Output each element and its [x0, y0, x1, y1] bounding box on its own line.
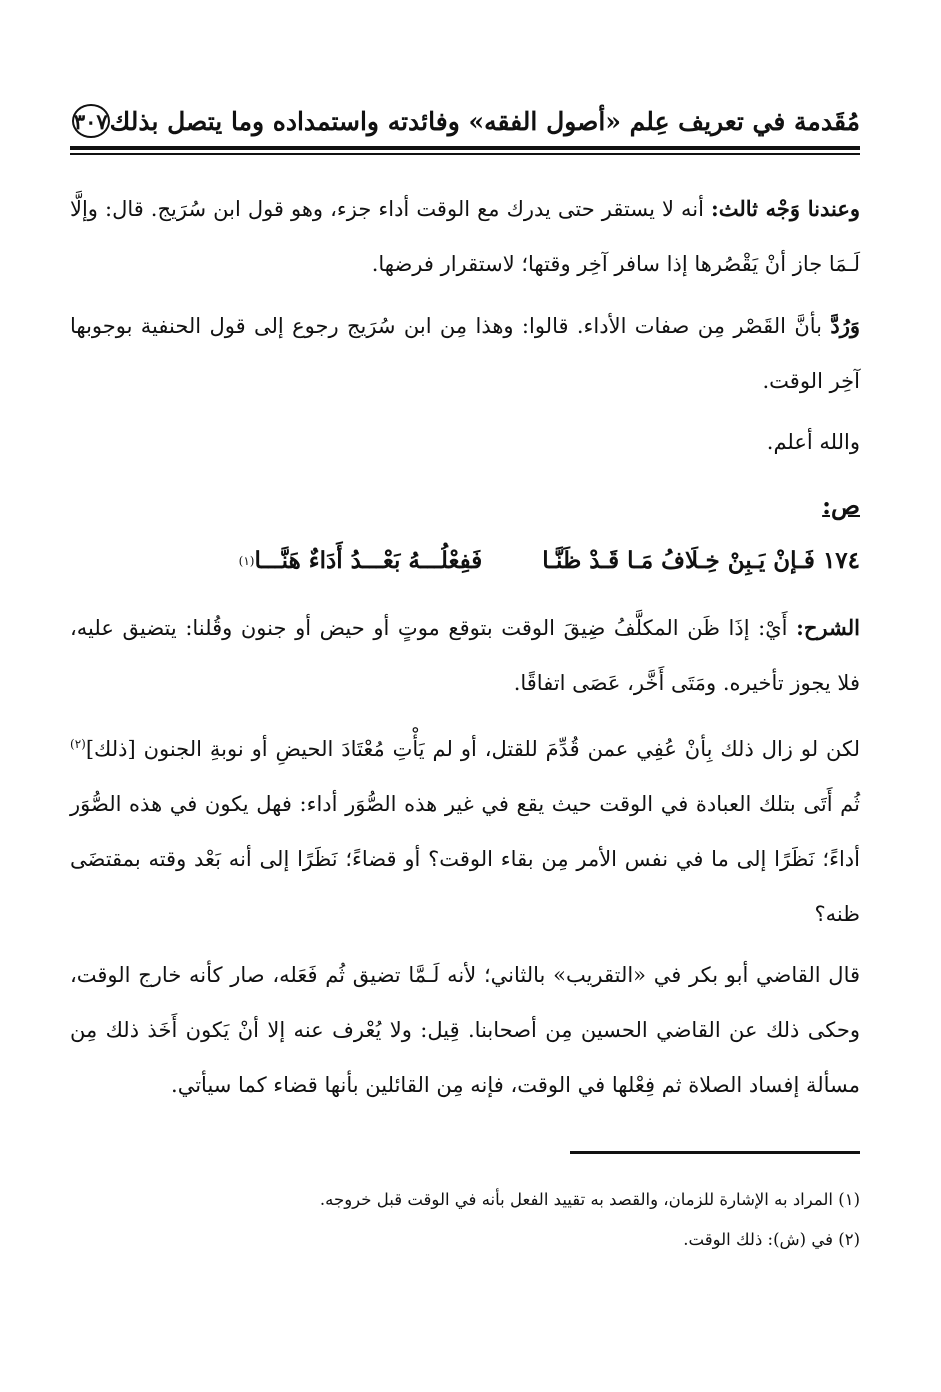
verse-line [70, 534, 860, 588]
paragraph-text: قال القاضي أبو بكر في «التقريب» بالثاني؛ لأنه لَـمَّا تضيق ثُم فَعَله، صار كأنه خارج الوقت، وحكى ذلك عن القاضي الحسين مِن أصحابنا. قِيل: ولا يُعْرف عنه إلا أنْ يَكون أَخَذ ذلك مِن مسألة إفساد الصلاة ثم فِعْلها في الوقت، فإنه مِن القائلين بأنها قضاء كما سيأتي. [70, 962, 860, 1097]
verse-number: ١٧٤ [822, 547, 860, 574]
paragraph-rebuttal [70, 298, 860, 409]
page-body [70, 181, 860, 1260]
paragraph-sharh [70, 600, 860, 711]
paragraph-text: لكن لو زال ذلك بِأنْ عُفِي عمن قُدِّمَ للقتل، أو لم يَأْتِ مُعْتَادَ الحيضِ أو نوبةِ الجنون [ذلك] [85, 736, 860, 761]
paragraph-lead: وَرُدَّ [830, 312, 860, 338]
page-header [70, 98, 860, 144]
footnote-reference: (٢) [70, 736, 86, 751]
footnote-1: (١) المراد به الإشارة للزمان، والقصد به تقييد الفعل بأنه في الوقت قبل خروجه. [319, 1189, 860, 1209]
paragraph-text: أنه لا يستقر حتى يدرك مع الوقت أداء جزء، وهو قول ابن سُرَيج. قال: وإلَّا لَـمَا جاز أنْ يَقْصُرها إذا سافر آخِر وقتها؛ لاستقرار فرضها. [70, 196, 860, 276]
paragraph-qadi-abu-bakr [70, 948, 860, 1113]
page-number-badge: ٣٠٧ [72, 104, 110, 138]
footnote-2: (٢) في (ش): ذلك الوقت. [683, 1229, 860, 1249]
paragraph-text: بأنَّ القَصْر مِن صفات الأداء. قالوا: وهذا مِن ابن سُرَيج رجوع إلى قول الحنفية بوجوبها آخِر الوقت. [70, 313, 860, 393]
paragraph-third-view [70, 181, 860, 292]
paragraph-text: أَيْ: إذَا ظَن المكلَّفُ ضِيقَ الوقت بتوقع موتٍ أو حيض أو جنون وقُلنا: يتضيق عليه، فلا يجوز تأخيره. ومَتَى أَخَّر، عَصَى اتفاقًا. [70, 615, 860, 695]
footnotes [70, 1180, 860, 1260]
footnote-reference: (١) [238, 553, 255, 568]
header-rule-thick [70, 146, 860, 150]
verse-second-hemistich: فَفِعْلُـــهُ بَعْـــدُ أَدَاءٌ هَنَّـــا [254, 547, 483, 574]
paragraph-text: والله أعلم. [766, 429, 860, 454]
footnote-separator [570, 1151, 860, 1154]
paragraph-text: ثُم أَتَى بتلك العبادة في الوقت حيث يقع في غير هذه الصُّوَر أداء: فهل يكون في هذه الصُّوَر أداءً؛ نَظَرًا إلى ما في نفس الأمر مِن بقاء الوقت؟ أو قضاءً؛ نَظَرًا إلى أنه بَعْد وقته بمقتضَى ظنه؟ [70, 791, 860, 926]
verse-first-hemistich: فَـإنْ يَـبِنْ خِـلَافُ مَـا قَـدْ ظَنَّـا [542, 547, 815, 574]
book-page [70, 98, 860, 1260]
paragraph-adaa-qadaa [70, 717, 860, 942]
running-title: مُقَدمة في تعريف عِلم «أصول الفقه» وفائدته واستمداده وما يتصل بذلك [109, 106, 860, 136]
header-rule-thin [70, 153, 860, 155]
section-label-sad: ص: [822, 490, 860, 520]
paragraph-closing [70, 415, 860, 470]
paragraph-lead: وعندنا وَجْه ثالث: [710, 195, 860, 221]
sharh-label: الشرح: [796, 614, 860, 640]
